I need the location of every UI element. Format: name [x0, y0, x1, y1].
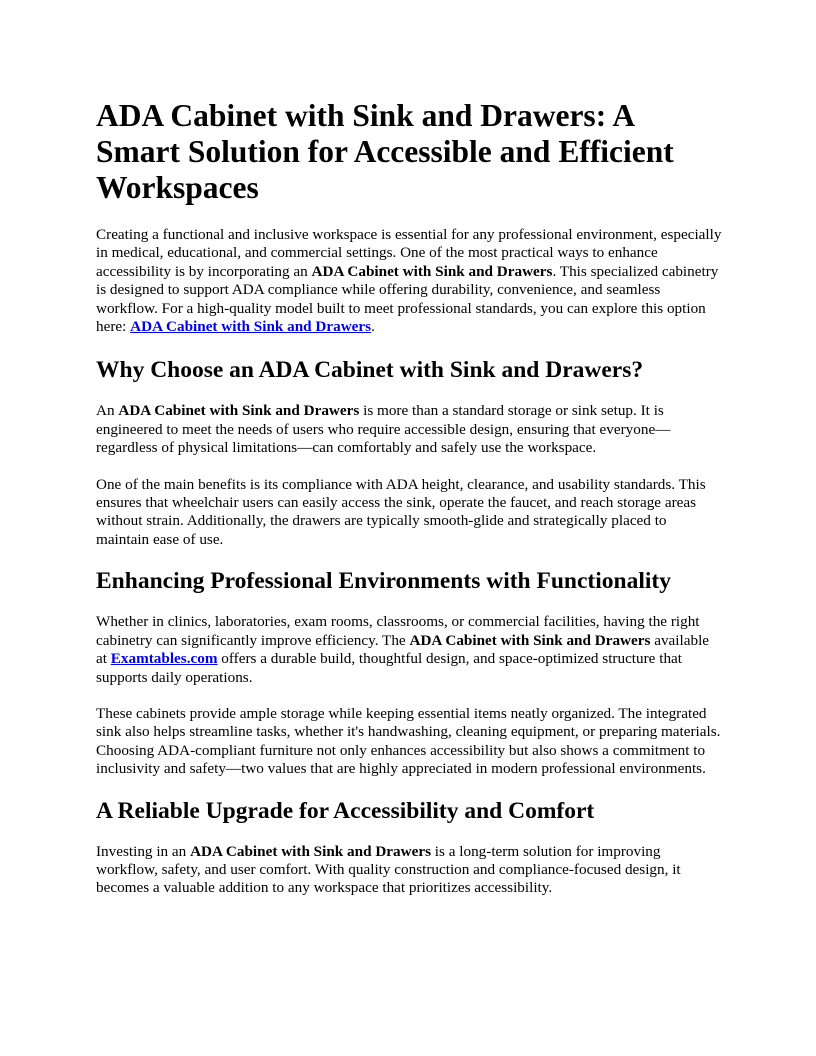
reliable-paragraph-1	[96, 843, 722, 898]
product-link[interactable]: ADA Cabinet with Sink and Drawers	[130, 318, 372, 336]
intro-text-1: Creating a functional and inclusive workspace is essential for any professional environment, especially in medical, educational, and commercial settings. One of the most practical ways to enhance accessibility is by incorporating an	[96, 226, 722, 280]
intro-text-3: .	[371, 318, 375, 336]
intro-text-2: . This specialized cabinetry is designed to support ADA compliance while offering durability, convenience, and seamless workflow. For a high-quality model built to meet professional standards, you can explore this option here:	[96, 262, 719, 336]
enh-p1-text-1: Whether in clinics, laboratories, exam rooms, classrooms, or commercial facilities, having the right cabinetry can significantly improve efficiency. The	[96, 613, 700, 649]
why-paragraph-2: One of the main benefits is its compliance with ADA height, clearance, and usability standards. This ensures that wheelchair users can easily access the sink, operate the faucet, and reach storage areas without strain. Additionally, the drawers are typically smooth-glide and strategically placed to maintain ease of use.	[96, 475, 706, 548]
section-heading-why-choose: Why Choose an ADA Cabinet with Sink and Drawers?	[96, 357, 644, 384]
document-page	[96, 98, 722, 898]
intro-paragraph	[96, 226, 722, 336]
enh-p1-text-2: available at	[96, 631, 710, 668]
examtables-link[interactable]: Examtables.com	[110, 650, 218, 668]
why-p1-text-2: is more than a standard storage or sink setup. It is engineered to meet the needs of users who require accessible design, ensuring that everyone—regardless of physical limitations—can comfortably and safely use the workspace.	[96, 402, 671, 457]
enh-p1-bold-keyword: ADA Cabinet with Sink and Drawers	[409, 631, 651, 649]
section-heading-reliable-upgrade: A Reliable Upgrade for Accessibility and Comfort	[96, 797, 595, 824]
enh-p1-text-3: offers a durable build, thoughtful design, and space-optimized structure that supports daily operations.	[96, 650, 682, 686]
enhancing-paragraph-1	[96, 613, 722, 687]
why-p1-bold-keyword: ADA Cabinet with Sink and Drawers	[118, 402, 360, 420]
rel-p1-bold-keyword: ADA Cabinet with Sink and Drawers	[190, 842, 431, 860]
section-heading-enhancing: Enhancing Professional Environments with Functionality	[96, 568, 671, 595]
intro-bold-keyword: ADA Cabinet with Sink and Drawers	[311, 262, 553, 280]
rel-p1-text-1: Investing in an	[96, 842, 191, 860]
page-title: ADA Cabinet with Sink and Drawers: A Smart Solution for Accessible and Efficient Workspaces	[96, 98, 674, 205]
rel-p1-text-2: is a long-term solution for improving workflow, safety, and user comfort. With quality construction and compliance-focused design, it becomes a valuable addition to any workspace that prioritizes accessibility.	[96, 842, 681, 897]
why-p1-text-1: An	[96, 402, 119, 420]
why-paragraph-1	[96, 402, 722, 457]
enhancing-paragraph-2: These cabinets provide ample storage while keeping essential items neatly organized. The integrated sink also helps streamline tasks, whether it's handwashing, cleaning equipment, or preparing materials. Choosing ADA-compliant furniture not only enhances accessibility but also shows a commitment to inclusivity and safety—two values that are highly appreciated in modern professional environments.	[96, 704, 721, 778]
